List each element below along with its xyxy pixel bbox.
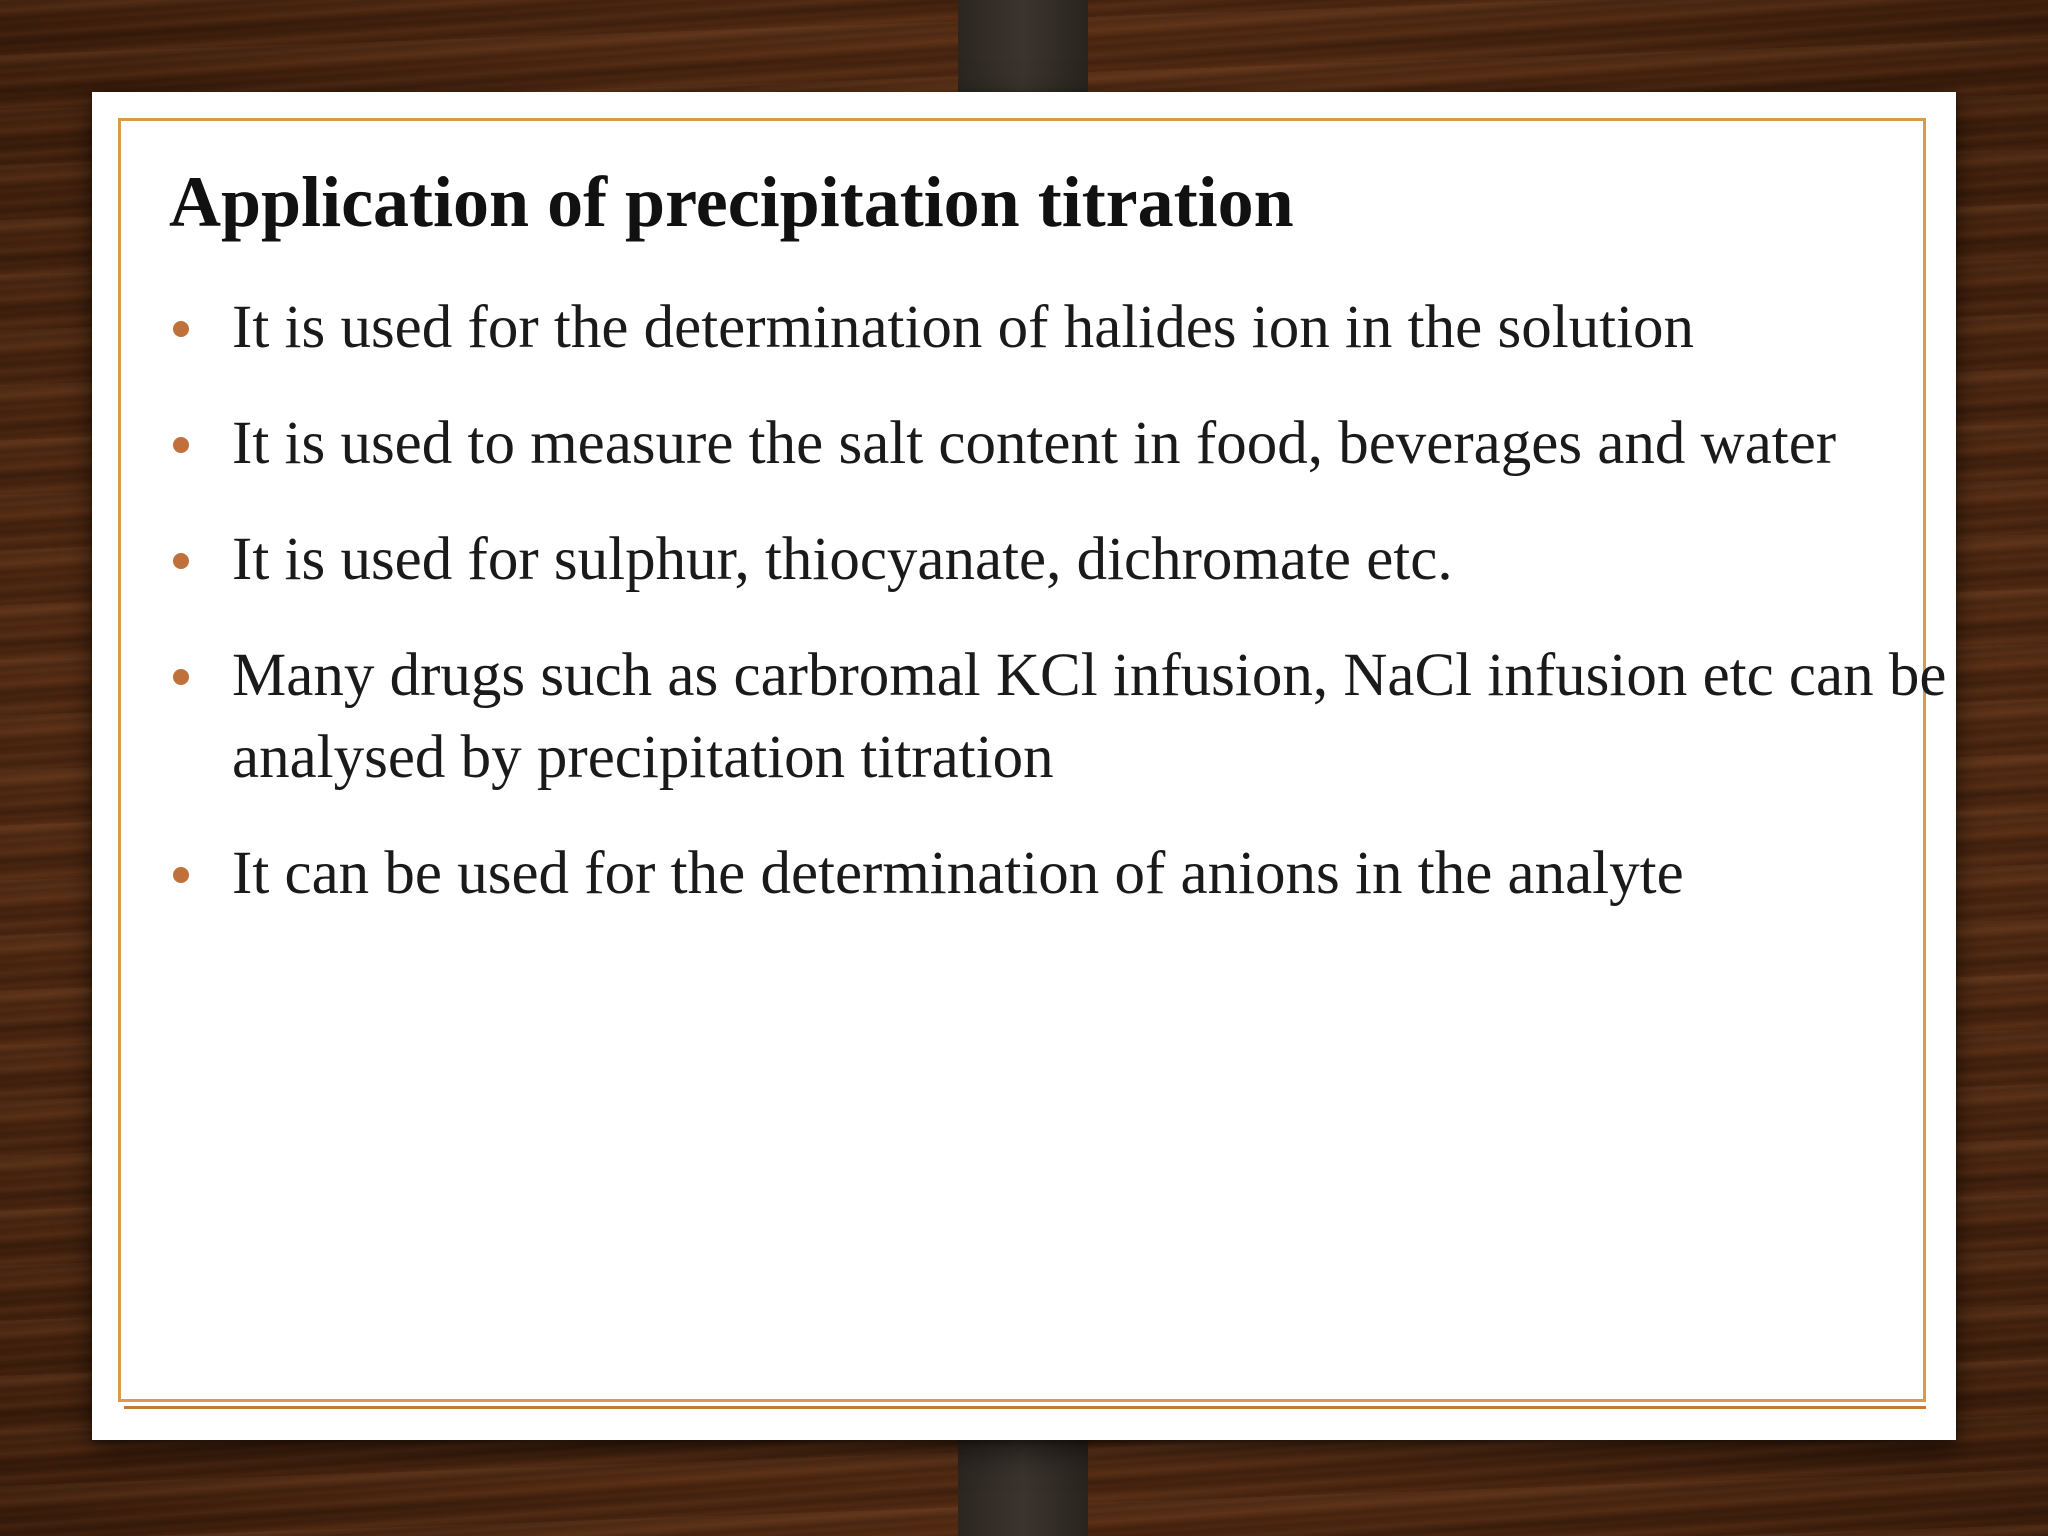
bullet-text: It can be used for the determination of anions in the analyte [232, 840, 1684, 907]
bullet-dot-icon [173, 553, 189, 569]
bullet-item [169, 833, 1959, 915]
bullet-text: Many drugs such as carbromal KCl infusion, NaCl infusion etc can be analysed by precipitation titration [232, 642, 1947, 791]
bullet-item [169, 403, 1959, 485]
slide-card [92, 92, 1956, 1440]
slide-frame [118, 118, 1947, 1402]
bullet-text: It is used for the determination of halides ion in the solution [232, 294, 1695, 361]
slide-title: Application of precipitation titration [169, 162, 1294, 242]
bullet-dot-icon [173, 321, 189, 337]
bullet-item [169, 635, 1959, 799]
bullet-list [169, 287, 1959, 949]
bullet-dot-icon [173, 437, 189, 453]
bullet-item [169, 287, 1959, 369]
bullet-dot-icon [173, 669, 189, 685]
bullet-item [169, 519, 1959, 601]
frame-underline [124, 1406, 1926, 1409]
bullet-text: It is used for sulphur, thiocyanate, dichromate etc. [232, 526, 1453, 593]
bullet-dot-icon [173, 867, 189, 883]
bullet-text: It is used to measure the salt content in food, beverages and water [232, 410, 1837, 477]
